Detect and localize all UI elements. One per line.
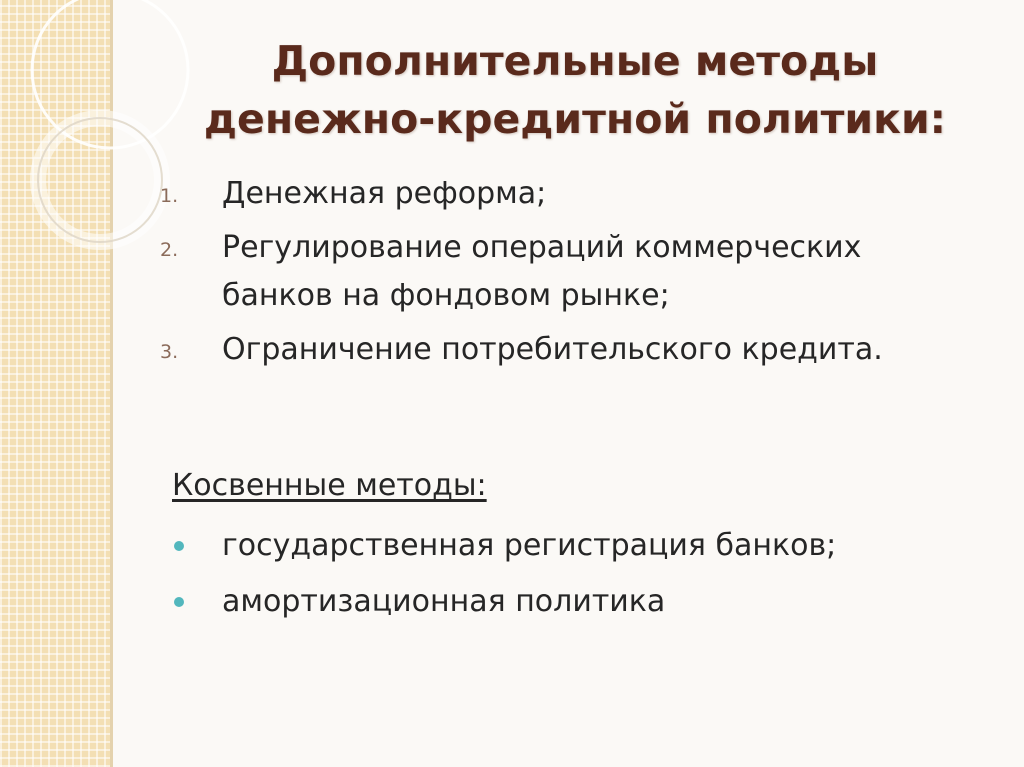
bullet-item: [160, 522, 1000, 570]
list-item: [160, 170, 1000, 218]
list-item-text: Регулирование операций коммерческих: [222, 230, 862, 265]
bullet-dot-icon: [174, 597, 184, 607]
numbered-list: [160, 170, 1000, 380]
decorative-rings: [0, 0, 140, 260]
list-item-text: Ограничение потребительского кредита.: [222, 332, 883, 367]
list-number: 2.: [160, 239, 179, 261]
list-item-text: банков на фондовом рынке;: [222, 278, 670, 313]
bullet-dot-icon: [174, 541, 184, 551]
list-number: 1.: [160, 185, 179, 207]
title-line-2: денежно-кредитной политики:: [203, 95, 947, 143]
subheading: Косвенные методы:: [172, 468, 487, 503]
bullet-list: [160, 522, 1000, 634]
list-item: [160, 224, 1000, 320]
bullet-item: [160, 578, 1000, 626]
list-number: 3.: [160, 341, 179, 363]
list-item: [160, 326, 1000, 374]
list-item-text: Денежная реформа;: [222, 176, 547, 211]
slide-title: [150, 32, 1000, 148]
title-line-1: Дополнительные методы: [271, 37, 879, 85]
bullet-text: амортизационная политика: [222, 584, 666, 619]
bullet-text: государственная регистрация банков;: [222, 528, 837, 563]
